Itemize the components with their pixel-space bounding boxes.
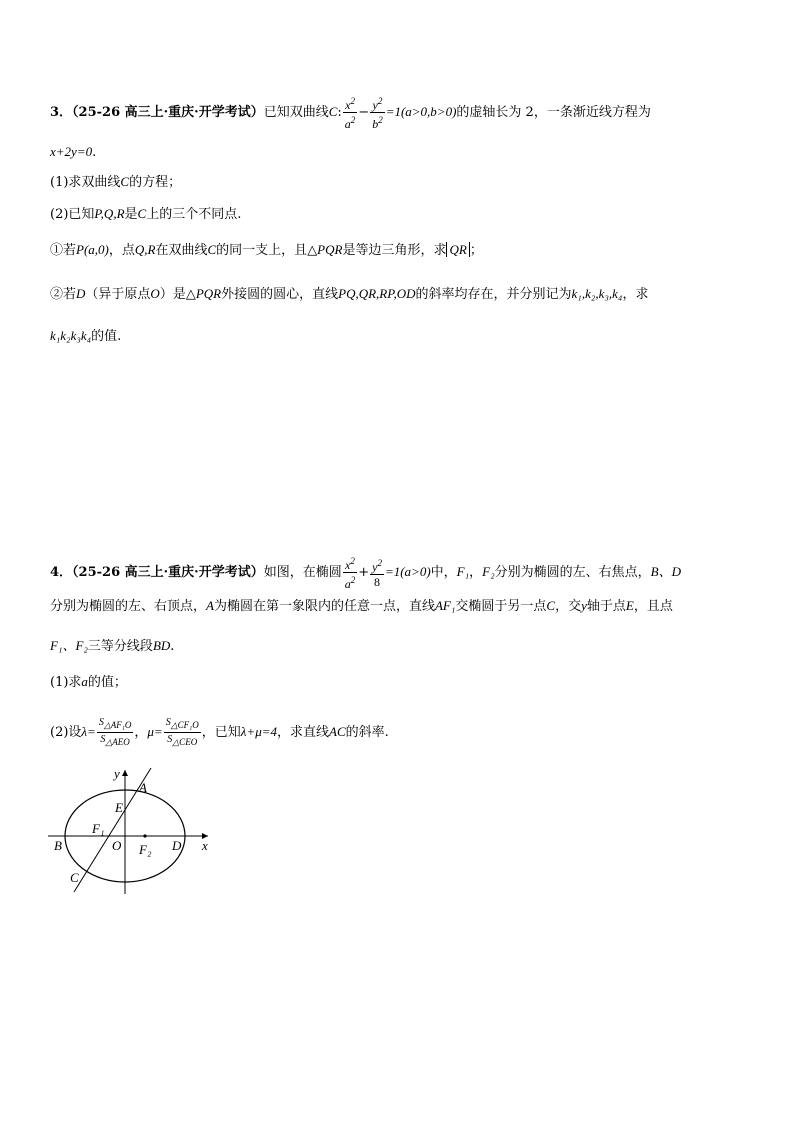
q4-part1 bbox=[50, 672, 127, 693]
q4-line3-f: F₁、F₂ bbox=[50, 638, 88, 653]
q4-f2: F₂ bbox=[482, 564, 495, 579]
q4-line3-bd: BD bbox=[152, 638, 171, 653]
q3-frac-x: $\frac{x^2}{a^2}$ bbox=[344, 96, 356, 131]
q4-condition: λ+μ=4 bbox=[240, 724, 277, 739]
q3-part1-tail: 的方程； bbox=[129, 175, 182, 190]
q4-intro-mid: 中， bbox=[430, 565, 457, 580]
q4-mid2: ， bbox=[201, 725, 215, 740]
q3-part2-points: P,Q,R bbox=[94, 206, 125, 221]
q3-part2-tail: 上的三个不同点. bbox=[146, 207, 242, 222]
q4-line2-mid3: ，交 bbox=[555, 599, 582, 614]
q4-line2-e: E bbox=[625, 598, 634, 613]
label-a: A bbox=[139, 780, 147, 795]
q4-line3 bbox=[50, 636, 174, 657]
q3-frac-y: $\frac{y^2}{b^2}$ bbox=[372, 96, 383, 131]
q4-end: 的斜率. bbox=[345, 725, 389, 740]
label-f2: F₂ bbox=[139, 842, 152, 857]
q4-line2-end: ，且点 bbox=[633, 599, 673, 614]
q3-sub2 bbox=[50, 284, 648, 305]
q3-sub2-mid2: ）是 bbox=[159, 287, 186, 302]
q4-ac: AC bbox=[329, 724, 346, 739]
q3-sub1-target: QR bbox=[446, 242, 469, 257]
q4-line3-end: . bbox=[170, 639, 175, 654]
q3-sub1-end: ； bbox=[469, 243, 483, 258]
q3-sub2-ks: k₁,k₂,k₃,k₄ bbox=[571, 286, 623, 301]
label-f1: F₁ bbox=[92, 821, 105, 836]
label-y: y bbox=[114, 766, 120, 781]
q3-asymptote-end: . bbox=[92, 145, 97, 160]
label-b: B bbox=[54, 838, 62, 853]
q3-sub2-mid: （异于原点 bbox=[85, 287, 151, 302]
q4-line3-mid: 三等分线段 bbox=[87, 639, 153, 654]
q4-bd: B、D bbox=[650, 564, 681, 579]
q3-sub1-mid3: 的同一支上，且 bbox=[216, 243, 308, 258]
q4-part1-text: (1)求 bbox=[50, 675, 82, 690]
q3-intro: 已知双曲线 bbox=[263, 105, 329, 120]
q3-asymptote: x+2y=0 bbox=[50, 144, 93, 159]
q4-intro: 如图，在椭圆 bbox=[263, 565, 342, 580]
q4-part2-text: (2)设 bbox=[50, 725, 82, 740]
q3-intro-tail: 的虚轴长为 2，一条渐近线方程为 bbox=[456, 105, 651, 120]
label-o: O bbox=[112, 838, 122, 853]
q4-tail: ，求直线 bbox=[277, 725, 330, 740]
q4-frac-x: $\frac{x^2}{a^2}$ bbox=[344, 556, 356, 591]
q4-part1-a: a bbox=[81, 674, 88, 689]
q3-sub2-final: 的值. bbox=[91, 329, 122, 344]
q4-lambda: λ= bbox=[81, 724, 96, 739]
q3-sub1-triangle: △PQR bbox=[307, 242, 343, 257]
q4-line2-c: C bbox=[546, 598, 556, 613]
q3-sub1-mid2: 在双曲线 bbox=[155, 243, 208, 258]
q3-sub1-prefix: ①若 bbox=[50, 243, 77, 258]
f2-dot bbox=[143, 834, 146, 837]
q3-sub2-o: O bbox=[150, 286, 160, 301]
q4-mu: μ= bbox=[147, 724, 163, 739]
q3-sub1-mid4: 是等边三角形，求 bbox=[342, 243, 447, 258]
q4-line2-a: A bbox=[206, 598, 214, 613]
q3-sub2-product: k₁k₂k₃k₄ bbox=[50, 328, 92, 343]
q4-line2-start: 分别为椭圆的左、右顶点， bbox=[50, 599, 207, 614]
q4-mu-frac: $\frac{S_{\triangle CF_1O}}{S_{\triangle CEO}}$ bbox=[165, 717, 199, 747]
q3-sub2-lines: PQ,QR,RP,OD bbox=[338, 286, 416, 301]
q3-line1: 3．（25-26 高三上·重庆·开学考试）已知双曲线C: $\frac{x^2}{a^2}$ − $\frac{y^2}{b^2}$ =1(a>0,b>0)的虚轴长为 2，一条渐近线方程为 bbox=[50, 96, 651, 131]
q3-sub1 bbox=[50, 240, 483, 261]
q4-f1: F₁ bbox=[456, 564, 470, 579]
q4-part2 bbox=[50, 716, 389, 749]
q4-line2-mid: 为椭圆在第一象限内的任意一点，直线 bbox=[213, 599, 435, 614]
q4-lambda-frac: $\frac{S_{\triangle AF_1O}}{S_{\triangle AEO}}$ bbox=[98, 717, 132, 747]
q3-sub2-end: ，求 bbox=[622, 287, 649, 302]
q3-number: 3． bbox=[50, 105, 73, 120]
ellipse-figure bbox=[44, 760, 224, 904]
q4-line2 bbox=[50, 596, 673, 617]
q3-part2-c: C bbox=[137, 206, 147, 221]
q4-line1: 4．（25-26 高三上·重庆·开学考试）如图，在椭圆 $\frac{x^2}{a^2}$ + $\frac{y^2}{8}$ =1(a>0)中，F₁，F₂分别为椭圆的左、右焦点，B、D bbox=[50, 556, 681, 591]
q3-curve-name: C bbox=[328, 104, 338, 119]
q3-part2-text: (2)已知 bbox=[50, 207, 95, 222]
q4-intro-tail: 分别为椭圆的左、右焦点， bbox=[494, 565, 651, 580]
ellipse-diagram bbox=[44, 760, 224, 900]
label-e: E bbox=[115, 800, 123, 815]
q3-sub2-prefix: ②若 bbox=[50, 287, 77, 302]
q3-sub2-d: D bbox=[76, 286, 86, 301]
q4-equation-tail: =1(a>0) bbox=[384, 564, 431, 579]
q4-line2-af1: AF₁ bbox=[434, 598, 456, 613]
q3-part2 bbox=[50, 204, 241, 225]
q3-part1 bbox=[50, 172, 181, 193]
label-c: C bbox=[70, 870, 79, 885]
q4-source: （25-26 高三上·重庆·开学考试） bbox=[72, 565, 264, 580]
q3-sub1-points: Q,R bbox=[134, 242, 156, 257]
q3-line2 bbox=[50, 142, 96, 163]
q4-sep: ， bbox=[469, 565, 483, 580]
q3-part1-c: C bbox=[120, 174, 130, 189]
q3-sub2-mid4: 的斜率均存在，并分别记为 bbox=[415, 287, 572, 302]
q3-source: （25-26 高三上·重庆·开学考试） bbox=[72, 105, 264, 120]
q3-sub1-c: C bbox=[207, 242, 217, 257]
q4-mid1: ， bbox=[134, 725, 148, 740]
q4-line2-mid2: 交椭圆于另一点 bbox=[455, 599, 547, 614]
q3-part2-mid: 是 bbox=[124, 207, 138, 222]
q3-part1-text: (1)求双曲线 bbox=[50, 175, 121, 190]
q4-line2-y: y bbox=[581, 598, 587, 613]
q3-sub2-triangle: △PQR bbox=[185, 286, 222, 301]
q4-part1-tail: 的值； bbox=[87, 675, 127, 690]
q3-equation-tail: =1(a>0,b>0) bbox=[385, 104, 457, 119]
q3-sub2-mid3: 外接圆的圆心，直线 bbox=[221, 287, 339, 302]
q4-frac-y: $\frac{y^2}{8}$ bbox=[372, 558, 382, 589]
q4-given: 已知 bbox=[214, 725, 241, 740]
label-x: x bbox=[202, 838, 208, 853]
label-d: D bbox=[172, 838, 182, 853]
q4-number: 4． bbox=[50, 565, 73, 580]
q3-sub2-line2 bbox=[50, 326, 121, 347]
q3-sub1-mid: ，点 bbox=[108, 243, 135, 258]
q3-sub1-point: P(a,0) bbox=[76, 242, 109, 257]
q4-line2-mid4: 轴于点 bbox=[586, 599, 626, 614]
